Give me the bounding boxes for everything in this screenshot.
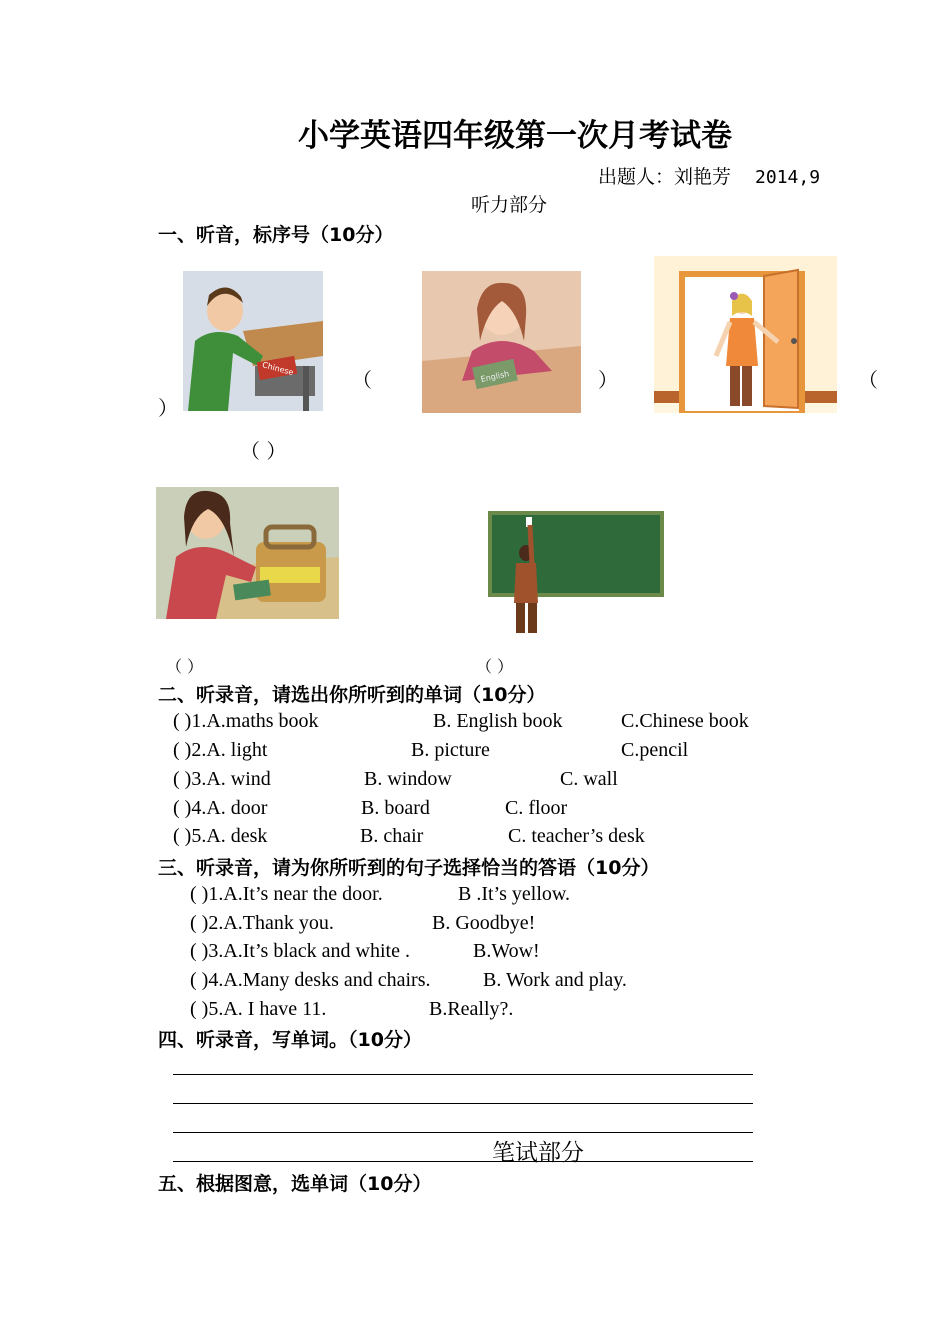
s3-q2-a: ( )2.A.Thank you. [190,912,334,934]
answer-paren-2-close: ） [598,368,618,392]
section3-heading: 三、听录音，请为你所听到的句子选择恰当的答语（10分） [158,857,660,879]
s2-q1-a: ( )1.A.maths book [173,710,319,732]
section1-heading: 一、听音，标序号（10分） [158,224,394,246]
answer-paren-5: （ ） [476,657,514,676]
page-title: 小学英语四年级第一次月考试卷 [298,118,732,154]
answer-paren-1-open: （ [352,368,372,392]
section2-heading: 二、听录音，请选出你所听到的单词（10分） [158,684,546,706]
written-part-heading: 笔试部分 [492,1140,584,1166]
picture-girl-schoolbag [156,487,339,619]
s3-q4-b: B. Work and play. [483,969,627,991]
answer-paren-1-close: ） [158,396,178,420]
answer-line-2[interactable] [173,1103,753,1104]
s3-q5-b: B.Really?. [429,998,514,1020]
s3-q1-b: B .It’s yellow. [458,883,571,905]
book-label-english: English [479,369,511,384]
s2-q3-b: B. window [364,768,452,790]
section5-heading: 五、根据图意，选单词（10分） [158,1173,432,1195]
answer-paren-4: （ ） [166,657,204,676]
s2-q3-a: ( )3.A. wind [173,768,271,790]
s2-q4-a: ( )4.A. door [173,797,268,819]
picture-girl-door [654,256,837,413]
s2-q2-a: ( )2.A. light [173,739,268,761]
s2-q4-c: C. floor [505,797,568,819]
answer-paren-3-open: （ [858,368,878,392]
author-line [598,162,820,189]
answer-line-4[interactable] [173,1161,753,1162]
section4-heading: 四、听录音，写单词。（10分） [158,1029,422,1051]
s2-q5-a: ( )5.A. desk [173,825,268,847]
picture-girl-book [422,271,581,413]
listening-part-heading: 听力部分 [471,194,548,216]
s2-q5-b: B. chair [360,825,424,847]
s2-q4-b: B. board [361,797,430,819]
picture-boy-blackboard [488,503,668,640]
s2-q1-b: B. English book [433,710,563,732]
s2-q1-c: C.Chinese book [621,710,749,732]
s3-q5-a: ( )5.A. I have 11. [190,998,327,1020]
s3-q1-a: ( )1.A.It’s near the door. [190,883,383,905]
s3-q3-b: B.Wow! [473,940,540,962]
author: 出题人：刘艳芳 [598,166,732,188]
s2-q2-b: B. picture [411,739,490,761]
s3-q3-a: ( )3.A.It’s black and white . [190,940,410,962]
picture-boy-desk [183,271,323,411]
s2-q2-c: C.pencil [621,739,689,761]
s3-q4-a: ( )4.A.Many desks and chairs. [190,969,431,991]
s3-q2-b: B. Goodbye! [432,912,536,934]
answer-line-3[interactable] [173,1132,753,1133]
answer-paren-3: （ ） [240,439,287,463]
s2-q5-c: C. teacher’s desk [508,825,645,847]
book-label-chinese: Chinese [261,360,295,378]
s2-q3-c: C. wall [560,768,618,790]
exam-date: 2014,9 [755,167,821,188]
answer-line-1[interactable] [173,1074,753,1075]
